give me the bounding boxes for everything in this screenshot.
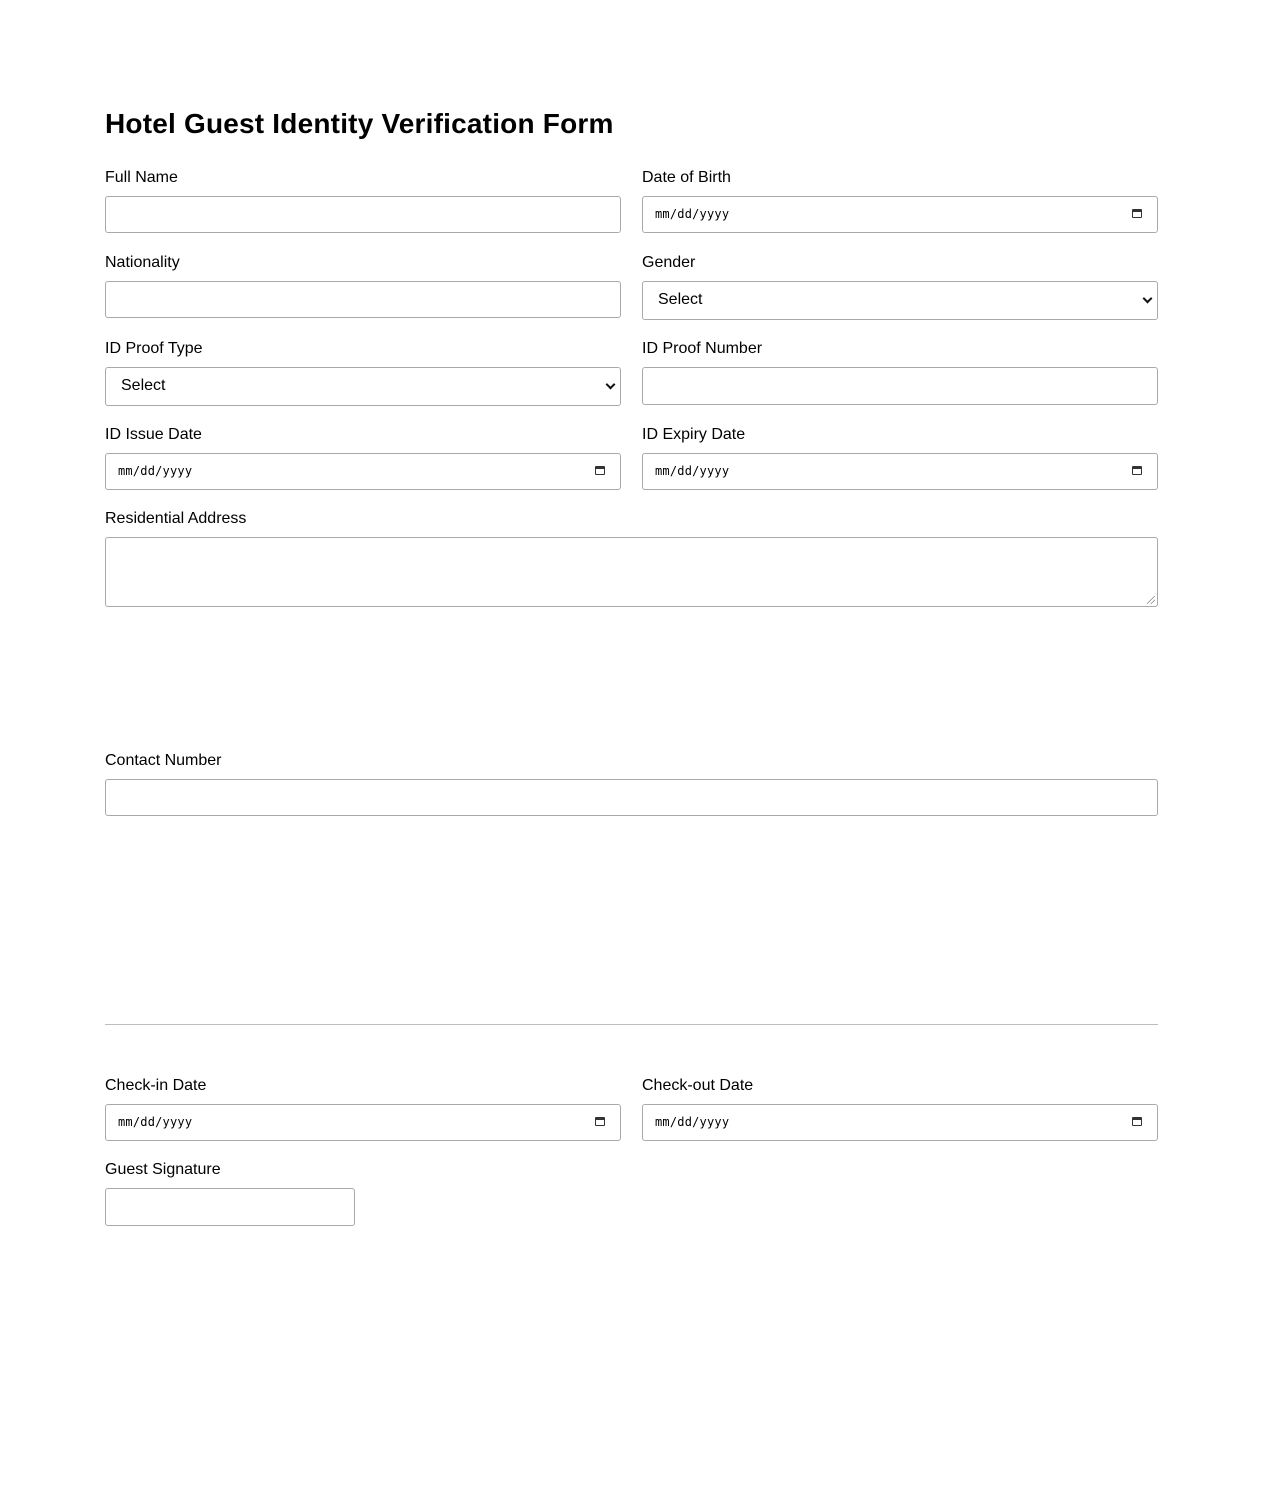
check-out-date-label: Check-out Date — [642, 1077, 754, 1094]
chevron-down-icon — [606, 380, 616, 390]
id-proof-number-label: ID Proof Number — [642, 340, 763, 357]
check-in-date-input[interactable] — [105, 1104, 621, 1141]
nationality-input[interactable] — [105, 281, 621, 318]
date-of-birth-field — [642, 169, 1158, 233]
date-placeholder: mm/dd/yyyy — [655, 464, 730, 478]
date-placeholder: mm/dd/yyyy — [655, 207, 730, 221]
id-issue-date-input[interactable] — [105, 453, 621, 490]
contact-number-field — [105, 752, 1158, 816]
calendar-icon[interactable] — [1132, 466, 1142, 475]
id-proof-type-field — [105, 340, 621, 406]
id-expiry-date-field — [642, 426, 1158, 490]
id-proof-type-selected-value: Select — [121, 377, 166, 394]
full-name-label: Full Name — [105, 169, 178, 186]
contact-number-input[interactable] — [105, 779, 1158, 816]
date-of-birth-input[interactable] — [642, 196, 1158, 233]
guest-signature-field — [105, 1161, 355, 1226]
nationality-field — [105, 254, 621, 318]
id-proof-number-input[interactable] — [642, 367, 1158, 405]
guest-signature-input[interactable] — [105, 1188, 355, 1226]
date-placeholder: mm/dd/yyyy — [655, 1115, 730, 1129]
nationality-label: Nationality — [105, 254, 180, 271]
date-placeholder: mm/dd/yyyy — [118, 1115, 193, 1129]
gender-selected-value: Select — [658, 291, 703, 308]
id-issue-date-label: ID Issue Date — [105, 426, 202, 443]
check-in-date-field — [105, 1077, 621, 1141]
resize-handle-icon[interactable] — [1147, 596, 1155, 604]
full-name-field — [105, 169, 621, 233]
calendar-icon[interactable] — [1132, 209, 1142, 218]
check-in-date-label: Check-in Date — [105, 1077, 207, 1094]
contact-number-label: Contact Number — [105, 752, 222, 769]
page-title: Hotel Guest Identity Verification Form — [105, 108, 614, 139]
date-placeholder: mm/dd/yyyy — [118, 464, 193, 478]
guest-signature-label: Guest Signature — [105, 1161, 221, 1178]
calendar-icon[interactable] — [1132, 1117, 1142, 1126]
id-proof-number-field — [642, 340, 1158, 405]
residential-address-label: Residential Address — [105, 510, 247, 527]
residential-address-field — [105, 510, 1158, 607]
id-proof-type-label: ID Proof Type — [105, 340, 203, 357]
date-of-birth-label: Date of Birth — [642, 169, 731, 186]
calendar-icon[interactable] — [595, 1117, 605, 1126]
id-proof-type-select[interactable] — [105, 367, 621, 406]
id-expiry-date-input[interactable] — [642, 453, 1158, 490]
chevron-down-icon — [1143, 294, 1153, 304]
id-issue-date-field — [105, 426, 621, 490]
check-out-date-field — [642, 1077, 1158, 1141]
residential-address-textarea[interactable] — [105, 537, 1158, 607]
gender-label: Gender — [642, 254, 696, 271]
section-divider — [105, 1024, 1158, 1025]
gender-field — [642, 254, 1158, 320]
check-out-date-input[interactable] — [642, 1104, 1158, 1141]
calendar-icon[interactable] — [595, 466, 605, 475]
gender-select[interactable] — [642, 281, 1158, 320]
id-expiry-date-label: ID Expiry Date — [642, 426, 746, 443]
full-name-input[interactable] — [105, 196, 621, 233]
